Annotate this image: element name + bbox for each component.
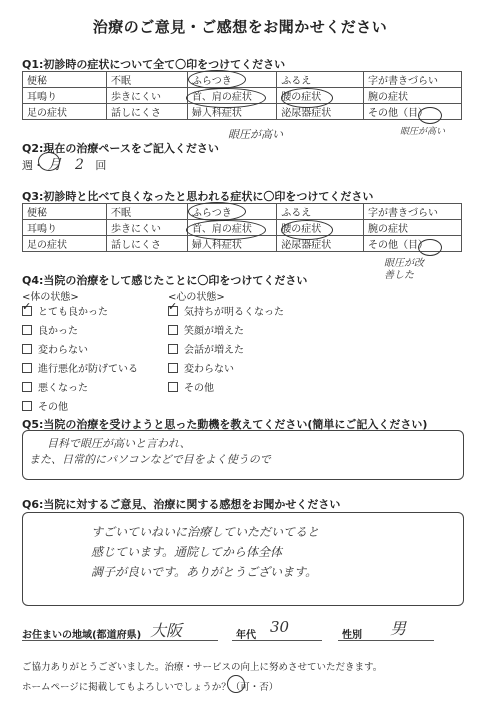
list-item (22, 341, 138, 360)
list-item (168, 360, 284, 379)
option-label: 気持ちが明るくなった (184, 307, 284, 318)
symptom-cell: 字が書きづらい (364, 72, 462, 88)
region-field (22, 620, 218, 641)
q1-note-b: 眼圧が高い (400, 127, 446, 137)
list-item (168, 322, 284, 341)
symptom-cell: 足の症状 (23, 104, 107, 120)
symptom-cell: 腕の症状 (364, 220, 462, 236)
symptom-cell: 婦人科症状 (187, 104, 276, 120)
symptom-cell: 耳鳴り (23, 220, 107, 236)
thanks-text: ご協力ありがとうございました。治療・サービスの向上に努めさせていただきます。 (22, 662, 383, 673)
checkbox[interactable] (22, 306, 32, 316)
gender-label: 性別 (342, 630, 362, 641)
q6-label: Q6:当院に対するご意見、治療に関する感想をお聞かせください (22, 498, 341, 511)
q2-suffix: 回 (95, 159, 107, 172)
list-item (168, 303, 284, 322)
q3-label: Q3:初診時と比べて良くなったと思われる症状に〇印をつけてください (22, 190, 374, 203)
gender-value: 男 (390, 619, 407, 638)
symptom-cell: その他（目） (364, 236, 462, 252)
q5-line-2: また、日常的にパソコンなどで目をよく使うので (29, 453, 271, 466)
region-label: お住まいの地域(都道府県) (22, 630, 142, 641)
checkbox[interactable] (168, 344, 178, 354)
option-label: 笑顔が増えた (184, 326, 244, 337)
page-title: 治療のご意見・ご感想をお聞かせください (92, 18, 388, 36)
gender-field (338, 620, 434, 641)
list-item (22, 379, 138, 398)
symptom-cell: 字が書きづらい (364, 204, 462, 220)
age-label: 年代 (236, 630, 256, 641)
option-label: 会話が増えた (184, 345, 244, 356)
q3-circle-back (281, 220, 333, 240)
q4-mind-header: <心の状態> (168, 292, 225, 303)
symptom-cell: 泌尿器症状 (277, 104, 364, 120)
q2-count: 2 (75, 157, 84, 173)
symptom-cell: ふらつき (187, 72, 276, 88)
symptom-cell: 首、肩の症状 (187, 220, 276, 236)
symptom-cell: 歩きにくい (107, 220, 188, 236)
symptom-cell: 便秘 (23, 204, 107, 220)
option-label: 悪くなった (38, 383, 88, 394)
q6-line-3: 調子が良いです。ありがとうございます。 (91, 565, 318, 579)
q1-label: Q1:初診時の症状について全て〇印をつけてください (22, 58, 286, 71)
checkbox[interactable] (168, 363, 178, 373)
q1-circle-furatsuki (188, 70, 246, 89)
q3-circle-neck (186, 220, 266, 240)
q4-body-header: <体の状態> (22, 292, 79, 303)
checkbox[interactable] (168, 306, 178, 316)
age-value: 30 (270, 618, 290, 636)
q6-line-1: すごいていねいに治療していただいてると (91, 525, 320, 539)
symptom-cell: 不眠 (107, 204, 188, 220)
q6-line-2: 感じています。通院してから体全体 (91, 545, 283, 559)
q2-label: Q2:現在の治療ペースをご記入ください (22, 142, 219, 155)
q2-pace (22, 154, 106, 174)
list-item (22, 398, 138, 417)
symptom-cell: 腰の症状 (277, 88, 364, 104)
list-item (22, 360, 138, 379)
option-label: その他 (184, 383, 214, 394)
age-field (232, 620, 322, 641)
symptom-cell: 話しにくさ (107, 236, 188, 252)
symptom-cell: 腕の症状 (364, 88, 462, 104)
checkbox[interactable] (22, 325, 32, 335)
q3-note: 眼圧が改善した (384, 258, 424, 281)
list-item (168, 379, 284, 398)
symptom-cell: 泌尿器症状 (277, 236, 364, 252)
symptom-cell: ふるえ (277, 204, 364, 220)
q1-circle-eye (418, 107, 442, 124)
list-item (168, 341, 284, 360)
q4-mind-list (168, 303, 284, 398)
q3-circle-eye (418, 239, 442, 256)
permission-text: ホームページに掲載してもよろしいでしょうか？（可・否） (22, 682, 279, 693)
q6-answer-box (22, 512, 464, 606)
symptom-cell: その他（目） (364, 104, 462, 120)
q3-circle-furatsuki (188, 202, 246, 221)
checkbox[interactable] (168, 325, 178, 335)
q2-unit: 月 (47, 157, 62, 173)
option-label: その他 (38, 402, 68, 413)
option-label: 変わらない (184, 364, 234, 375)
symptom-cell: 首、肩の症状 (187, 88, 276, 104)
checkbox[interactable] (168, 382, 178, 392)
symptom-cell: 足の症状 (23, 236, 107, 252)
symptom-cell: 耳鳴り (23, 88, 107, 104)
list-item (22, 322, 138, 341)
q4-label: Q4:当院の治療をして感じたことに〇印をつけてください (22, 274, 308, 287)
symptom-cell: 婦人科症状 (187, 236, 276, 252)
checkbox[interactable] (22, 363, 32, 373)
symptom-cell: 便秘 (23, 72, 107, 88)
q5-answer-box (22, 430, 464, 480)
checkbox[interactable] (22, 344, 32, 354)
checkbox[interactable] (22, 382, 32, 392)
q4-body-list (22, 303, 138, 417)
region-value: 大阪 (150, 621, 183, 640)
q1-circle-back (281, 88, 333, 108)
q1-circle-neck (186, 88, 266, 108)
option-label: とても良かった (38, 307, 108, 318)
symptom-cell: 歩きにくい (107, 88, 188, 104)
option-label: 進行悪化が防げている (38, 364, 138, 375)
option-label: 変わらない (38, 345, 88, 356)
list-item (22, 303, 138, 322)
symptom-cell: 腰の症状 (277, 220, 364, 236)
option-label: 良かった (38, 326, 78, 337)
checkbox[interactable] (22, 401, 32, 411)
q2-circle-month (38, 152, 60, 171)
q2-prefix: 週・ (22, 159, 44, 172)
symptom-cell: 不眠 (107, 72, 188, 88)
permission-circle-yes (227, 675, 245, 693)
symptom-cell: ふるえ (277, 72, 364, 88)
symptom-cell: 話しにくさ (107, 104, 188, 120)
q1-note-a: 眼圧が高い (228, 128, 283, 141)
q5-line-1: 目科で眼圧が高いと言われ、 (47, 437, 191, 450)
q5-label: Q5:当院の治療を受けようと思った動機を教えてください(簡単にご記入ください) (22, 418, 428, 431)
symptom-cell: ふらつき (187, 204, 276, 220)
